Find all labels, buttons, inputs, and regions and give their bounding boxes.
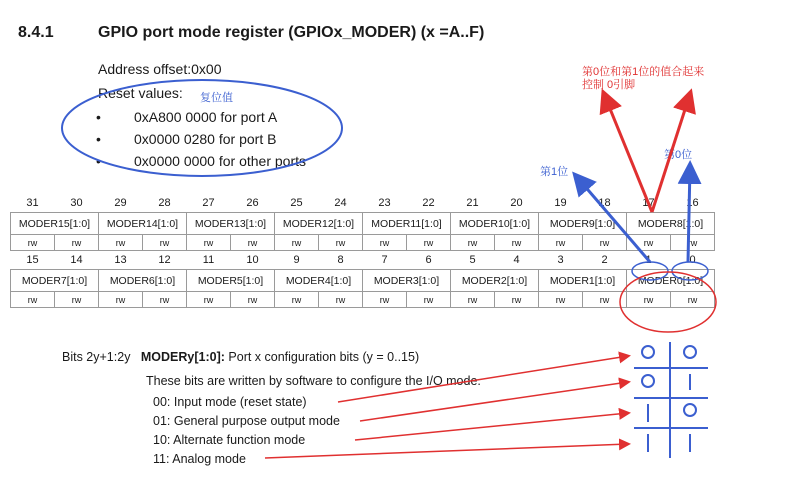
mode-01: 01: General purpose output mode [153,414,340,428]
access-cell: rw [495,235,539,251]
bit-number: 11 [202,254,215,266]
bit-number: 23 [378,197,391,209]
upper-field-names [11,213,715,235]
bit-number: 20 [510,197,523,209]
section-title: GPIO port mode register (GPIOx_MODER) (x =A..F) [98,24,485,41]
hand-drawn-mode-grid [634,342,708,458]
bit-number: 9 [293,254,300,266]
access-cell: rw [187,235,231,251]
access-cell: rw [275,292,319,308]
lower-bit-numbers [11,251,715,270]
bit-number: 0 [689,254,696,266]
field-name: MODER8[1:0] [627,213,715,235]
bits-summary: Port x configuration bits (y = 0..15) [228,350,420,364]
access-cell: rw [11,235,55,251]
bit-number: 31 [26,197,39,209]
access-cell: rw [627,235,671,251]
bit-number: 10 [246,254,259,266]
address-offset: Address offset:0x00 [98,61,222,77]
upper-bit-numbers [11,194,715,213]
grid-zero-mark [642,375,654,387]
bit-number: 29 [114,197,127,209]
access-cell: rw [55,292,99,308]
bits-description-line [62,350,419,364]
section-number: 8.4.1 [18,24,54,41]
bits-description-detail: These bits are written by software to configure the I/O mode. [146,374,481,388]
access-cell: rw [11,292,55,308]
field-name: MODER7[1:0] [11,270,99,292]
bit-number: 19 [554,197,567,209]
access-cell: rw [231,292,275,308]
reset-value-port-b: • 0x0000 0280 for port B [134,131,276,147]
bit-number: 18 [598,197,611,209]
bit-number: 17 [642,197,655,209]
access-cell: rw [143,235,187,251]
combine-note-line2: 控制 0引脚 [582,79,636,91]
access-cell: rw [143,292,187,308]
reset-value-port-a: • 0xA800 0000 for port A [134,109,277,125]
access-cell: rw [671,235,715,251]
access-cell: rw [451,292,495,308]
bits-range: Bits 2y+1:2y [62,350,131,364]
field-name: MODER11[1:0] [363,213,451,235]
bit0-label: 第0位 [664,149,693,161]
bit-number: 26 [246,197,259,209]
field-name: MODER12[1:0] [275,213,363,235]
access-cell: rw [187,292,231,308]
mode-11: 11: Analog mode [153,452,246,466]
bit1-label: 第1位 [540,166,569,178]
access-cell: rw [407,235,451,251]
bit-number: 5 [469,254,476,266]
bit-number: 15 [26,254,39,266]
access-cell: rw [671,292,715,308]
access-cell: rw [539,292,583,308]
field-name: MODER0[1:0] [627,270,715,292]
access-cell: rw [99,235,143,251]
access-cell: rw [363,235,407,251]
access-cell: rw [583,235,627,251]
bit-number: 16 [686,197,699,209]
bit-number: 4 [513,254,520,266]
grid-zero-mark [642,346,654,358]
bit-number: 12 [158,254,171,266]
field-name: MODER6[1:0] [99,270,187,292]
field-name: MODER2[1:0] [451,270,539,292]
grid-zero-mark [684,404,696,416]
bit-number: 7 [381,254,388,266]
field-name: MODER5[1:0] [187,270,275,292]
access-cell: rw [319,292,363,308]
bit-number: 6 [425,254,432,266]
field-name: MODER3[1:0] [363,270,451,292]
reset-value-other: • 0x0000 0000 for other ports [134,153,306,169]
access-cell: rw [99,292,143,308]
lower-access-row [11,292,715,308]
bit-number: 3 [557,254,564,266]
mode-10-pointer [355,413,628,440]
field-name: MODER10[1:0] [451,213,539,235]
upper-access-row [11,235,715,251]
access-cell: rw [539,235,583,251]
field-name: MODER15[1:0] [11,213,99,235]
field-name: MODER13[1:0] [187,213,275,235]
bit-number: 13 [114,254,127,266]
register-bit-table [10,194,715,308]
access-cell: rw [583,292,627,308]
access-cell: rw [407,292,451,308]
reset-values-label: Reset values: [98,85,183,101]
access-cell: rw [363,292,407,308]
combine-note-line1: 第0位和第1位的值合起来 [582,66,705,78]
bit-number: 28 [158,197,171,209]
bit-number: 25 [290,197,303,209]
field-name: MODER14[1:0] [99,213,187,235]
field-name: MODER1[1:0] [539,270,627,292]
bits-field: MODERy[1:0]: [140,350,225,364]
mode-00: 00: Input mode (reset state) [153,395,307,409]
bit-number: 30 [70,197,83,209]
bit-number: 2 [601,254,608,266]
access-cell: rw [627,292,671,308]
bit-number: 22 [422,197,435,209]
grid-zero-mark [684,346,696,358]
mode-10: 10: Alternate function mode [153,433,306,447]
lower-field-names [11,270,715,292]
access-cell: rw [275,235,319,251]
access-cell: rw [319,235,363,251]
bit-number: 24 [334,197,347,209]
bit-number: 27 [202,197,215,209]
bit-number: 1 [645,254,652,266]
access-cell: rw [495,292,539,308]
reset-values-note: 复位值 [200,92,233,104]
access-cell: rw [451,235,495,251]
bit-number: 14 [70,254,83,266]
field-name: MODER4[1:0] [275,270,363,292]
access-cell: rw [231,235,275,251]
field-name: MODER9[1:0] [539,213,627,235]
mode-11-pointer [265,444,628,458]
access-cell: rw [55,235,99,251]
bit-number: 8 [337,254,344,266]
bit-number: 21 [466,197,479,209]
